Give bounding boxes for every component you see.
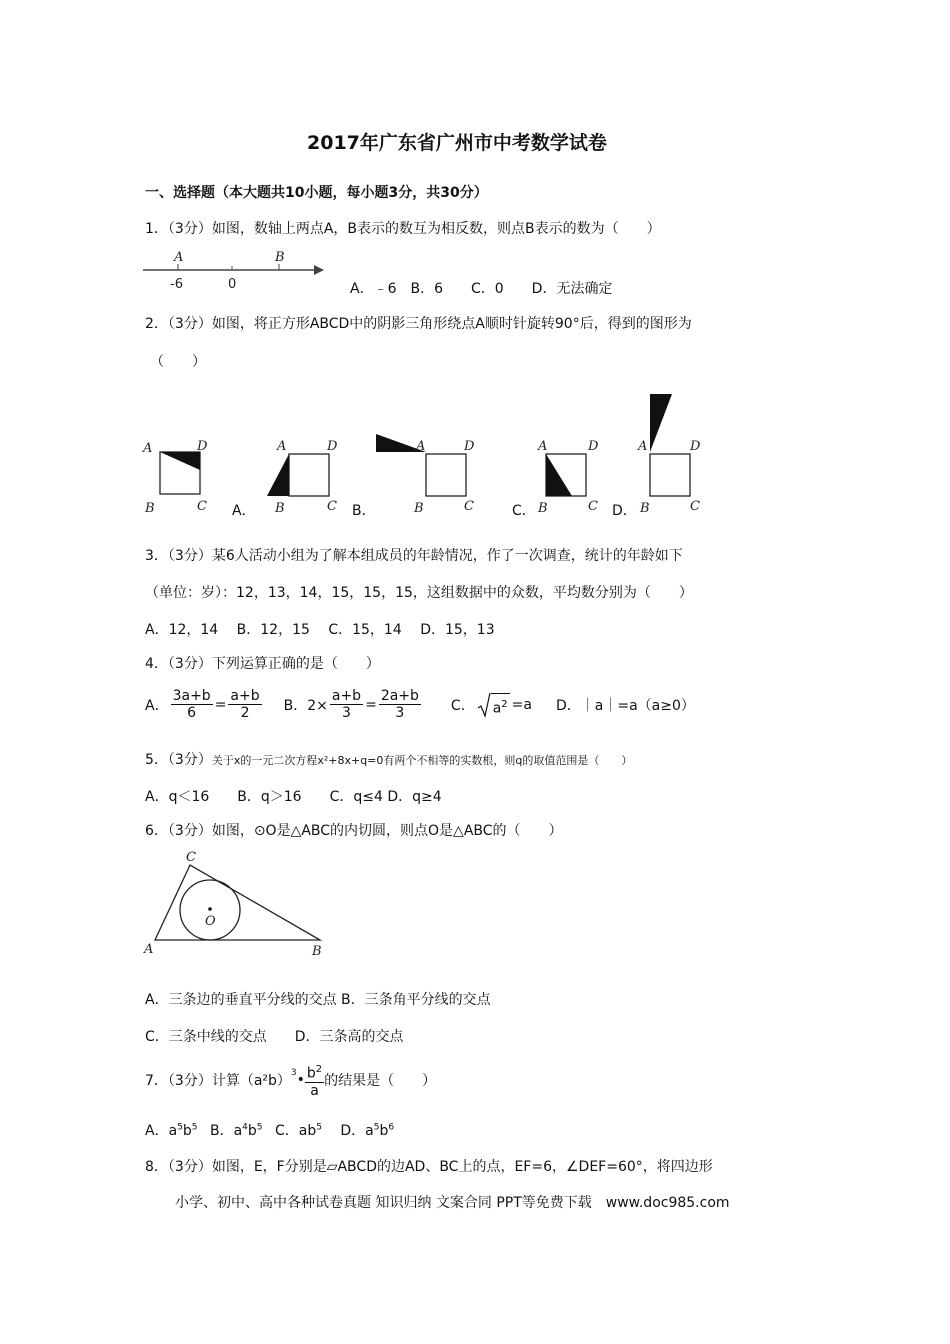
q2-option-d-label: D．	[612, 503, 637, 519]
svg-text:A: A	[144, 942, 154, 957]
q6-options-line1: A．三条边的垂直平分线的交点 B．三条角平分线的交点	[145, 992, 491, 1008]
q4-option-b-label: B．2×	[283, 697, 328, 714]
q2-option-a-label: A．	[232, 503, 256, 519]
svg-text:B: B	[414, 501, 424, 516]
label-a: A	[174, 250, 184, 265]
q2-stem: 2．（3分）如图，将正方形ABCD中的阴影三角形绕点A顺时针旋转90°后，得到的图形为	[145, 316, 692, 332]
svg-text:B: B	[145, 501, 155, 516]
section-heading: 一、选择题（本大题共10小题，每小题3分，共30分）	[145, 185, 488, 201]
q6-incircle-figure	[140, 845, 330, 960]
q4-stem: 4．（3分）下列运算正确的是（ ）	[145, 656, 380, 672]
q7-options: A．$a^5b^5$ B．$a^4b^5$ C．$ab^5$ D．$a^5b^6$	[145, 1122, 395, 1139]
svg-text:D: D	[464, 439, 475, 454]
q2-paren: （ ）	[150, 354, 206, 370]
q5-stem: 5．（3分）关于x的一元二次方程x²+8x+q=0有两个不相等的实数根，则q的取值范围是（ ）	[145, 752, 633, 768]
svg-text:A: A	[416, 439, 426, 454]
q4-b-fraction-1: $\frac{a+b}{3}$	[331, 688, 362, 721]
q4-b-fraction-2: $\frac{2a+b}{3}$	[380, 688, 419, 721]
svg-text:A: A	[538, 439, 548, 454]
svg-text:A: A	[143, 441, 153, 456]
label-zero: 0	[228, 277, 237, 292]
q4-options: A． $\frac{3a+b}{6}$ = $\frac{a+b}{2}$ B．2× $\frac{a+b}{3}$ = $\frac{2a+b}{3}$ C． $a^2$ =a D．｜a｜=a（a≥0）	[145, 688, 695, 721]
svg-text:B: B	[538, 501, 548, 516]
sqrt-icon	[477, 692, 491, 718]
page-footer: 小学、初中、高中各种试卷真题 知识归纳 文案合同 PPT等免费下载 www.doc985.com	[175, 1195, 730, 1211]
q2-original-square-figure	[140, 432, 215, 517]
q2-option-b-figure	[372, 428, 487, 518]
q6-options-line2: C．三条中线的交点 D．三条高的交点	[145, 1029, 404, 1045]
q2-option-c-figure	[534, 432, 614, 517]
q2-option-d-figure	[634, 390, 719, 518]
q1-options: A．﹣6 B．6 C．0 D．无法确定	[350, 281, 613, 297]
q7-fraction: $\frac{b^2}{a}$	[306, 1064, 323, 1099]
q3-options: A．12，14 B．12，15 C．15，14 D．15，13	[145, 622, 495, 638]
q4-option-c-label: C．	[450, 697, 475, 714]
svg-text:C: C	[186, 850, 196, 865]
q4-a-fraction-1: $\frac{3a+b}{6}$	[172, 688, 211, 721]
q4-option-a-label: A．	[145, 697, 169, 714]
label-b: B	[275, 250, 285, 265]
q4-a-fraction-2: $\frac{a+b}{2}$	[230, 688, 260, 721]
triangle-abc	[155, 865, 320, 940]
svg-text:B: B	[640, 501, 650, 516]
q5-options: A．q＜16 B．q＞16 C．q≤4 D．q≥4	[145, 789, 442, 805]
svg-text:D: D	[690, 439, 701, 454]
shaded-triangle	[160, 452, 200, 470]
svg-text:O: O	[205, 914, 216, 929]
svg-text:D: D	[327, 439, 338, 454]
svg-text:A: A	[638, 439, 648, 454]
q3-stem-line1: 3．（3分）某6人活动小组为了解本组成员的年龄情况，作了一次调查，统计的年龄如下	[145, 548, 683, 564]
q2-option-a-figure	[255, 432, 350, 517]
svg-text:C: C	[588, 499, 598, 514]
svg-text:C: C	[464, 499, 474, 514]
svg-text:C: C	[327, 499, 337, 514]
q2-option-b-label: B．	[352, 503, 376, 519]
page-title: 2017年广东省广州市中考数学试卷	[307, 132, 607, 154]
svg-text:C: C	[690, 499, 700, 514]
q4-c-sqrt: $a^2$	[477, 692, 510, 718]
q2-option-c-label: C．	[512, 503, 536, 519]
svg-text:C: C	[197, 499, 207, 514]
center-point	[208, 907, 212, 911]
arrow-icon	[314, 265, 324, 275]
svg-text:D: D	[588, 439, 599, 454]
svg-text:D: D	[197, 439, 208, 454]
q1-stem: 1．（3分）如图，数轴上两点A，B表示的数互为相反数，则点B表示的数为（ ）	[145, 221, 661, 237]
svg-text:B: B	[275, 501, 285, 516]
svg-text:A: A	[277, 439, 287, 454]
q8-stem: 8．（3分）如图，E，F分别是▱ABCD的边AD、BC上的点，EF=6，∠DEF=60°，将四边形	[145, 1159, 713, 1175]
q7-stem: 7．（3分）计算（a²b） $^3$ • $\frac{b^2}{a}$ 的结果是（ ）	[145, 1064, 437, 1099]
q3-stem-line2: （单位：岁）：12，13，14，15，15，15，这组数据中的众数，平均数分别为（ ）	[145, 585, 693, 601]
q4-option-d: D．｜a｜=a（a≥0）	[555, 697, 695, 714]
q1-number-line-figure	[140, 246, 335, 294]
svg-text:B: B	[312, 944, 322, 959]
label-minus-six: -6	[170, 277, 183, 292]
q6-stem: 6．（3分）如图，⊙O是△ABC的内切圆，则点O是△ABC的（ ）	[145, 823, 563, 839]
